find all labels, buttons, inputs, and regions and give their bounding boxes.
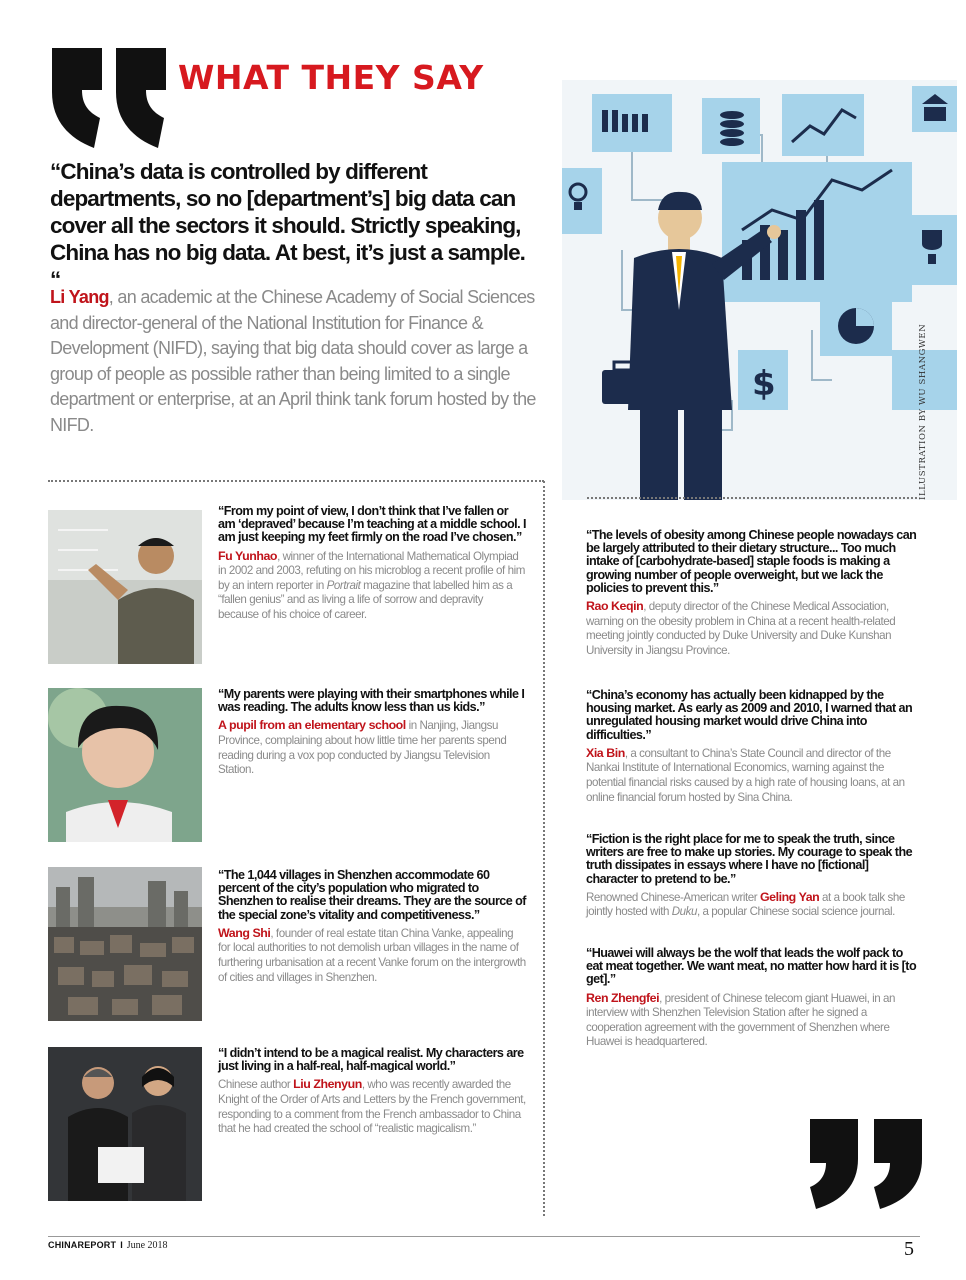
entry-attribution: Rao Keqin, deputy director of the Chinese Medical Association, warning on the obesity problem in China at a recent health-related meeting jointly conducted by Duke University and Duke Kunshan University in Jiangsu Province. <box>586 599 896 657</box>
entry-attribution: Renowned Chinese-American writer Geling Yan at a book talk she jointly hosted with Duku, a popular Chinese social science journal. <box>586 889 905 919</box>
issue-date: June 2018 <box>126 1240 168 1251</box>
photo-fu-yunhao <box>48 510 202 664</box>
footer-separator: I <box>120 1240 123 1250</box>
opening-quote-mark-icon <box>44 40 174 156</box>
lead-quote: “China’s data is controlled by different departments, so no [department’s] big data can cover all the sectors it should. Strictly speaking, China has no big data. At best, it’s just a sample. “ <box>50 159 526 292</box>
magazine-name: CHINAREPORT <box>48 1240 117 1250</box>
photo-elementary-pupil <box>48 688 202 842</box>
entry-attribution: Fu Yunhao, winner of the International Mathematical Olympiad in 2002 and 2003, refuting on his microblog a recent profile of him by an intern reporter in Portrait magazine that labelled him as a “fallen genius” and as living a life of sorrow and depravity because of his choice of career. <box>218 548 525 621</box>
quote-entry <box>586 947 918 1050</box>
page-number: 5 <box>904 1238 914 1260</box>
entry-quote: “Huawei will always be the wolf that leads the wolf pack to eat meat together. We want meat, no matter how hard it is [to get].” <box>586 946 917 987</box>
entry-quote: “The levels of obesity among Chinese people nowadays can be largely attributed to their dietary structure... Too much intake of [carbohydrate-based] staple foods is making a growing number of people overweight, but we lack the policies to prevent this.” <box>586 528 917 595</box>
photo-shenzhen-village <box>48 867 202 1021</box>
footer <box>48 1240 168 1251</box>
speaker-name: Li Yang <box>50 287 109 307</box>
speaker-name: Fu Yunhao <box>218 548 278 563</box>
attribution-text: , an academic at the Chinese Academy of Social Sciences and director-general of the National Institution for Finance & Development (NIFD), saying that big data should cover as large a group of people as possible rather than being limited to a single department or enterprise, at an April think tank forum hosted by the NIFD. <box>50 287 536 435</box>
lead-attribution <box>50 285 540 438</box>
entry-quote: “The 1,044 villages in Shenzhen accommodate 60 percent of the city’s population who migrated to Shenzhen to realise their dreams. They are the source of the special zone’s vitality and competitiveness.” <box>218 868 526 922</box>
entry-quote: “I didn’t intend to be a magical realist. My characters are just living in a half-real, half-magical world.” <box>218 1046 524 1074</box>
speaker-name: Wang Shi <box>218 925 271 940</box>
entry-quote: “Fiction is the right place for me to speak the truth, since writers are free to make up stories. My courage to speak the truth dissipates in essays where I have no [fictional] character to pretend to be.” <box>586 832 913 886</box>
entry-quote: “China’s economy has actually been kidnapped by the housing market. As early as 2009 and 2010, I warned that an unregulated housing market would drive China into difficulties.” <box>586 688 913 742</box>
quote-entry <box>218 505 526 623</box>
quote-entry <box>218 688 526 778</box>
entry-attribution: Ren Zhengfei, president of Chinese telecom giant Huawei, in an interview with Shenzhen Television Station after he signed a cooperation agreement with the government of Shenzhen where Huawei is headquartered. <box>586 990 896 1049</box>
right-column-divider <box>587 497 917 499</box>
entry-attribution: A pupil from an elementary school in Nanjing, Jiangsu Province, complaining about how little time her parents spend reading during a vox pop conducted by Jiangsu Television Station. <box>218 718 507 777</box>
entry-attribution: Xia Bin, a consultant to China’s State Council and director of the Nankai Institute of International Economics, warning against the potential financial risks caused by a high rate of housing loans, at an online financial forum hosted by Sina China. <box>586 745 905 804</box>
left-column-divider <box>48 480 544 482</box>
quote-entry <box>218 869 526 985</box>
speaker-name: Rao Keqin <box>586 599 644 614</box>
footer-rule <box>48 1236 920 1237</box>
quote-entry <box>586 833 918 920</box>
speaker-name: Xia Bin <box>586 745 625 760</box>
big-data-illustration <box>562 80 957 500</box>
speaker-name: Liu Zhenyun <box>293 1077 362 1092</box>
entry-attribution: Wang Shi, founder of real estate titan China Vanke, appealing for local authorities to not demolish urban villages in the name of furthering urbanisation at a recent Vanke forum on the intergrowth of cities and villages in Shenzhen. <box>218 925 526 984</box>
section-title: WHAT THEY SAY <box>178 58 484 97</box>
closing-quote-mark-icon <box>806 1117 928 1210</box>
speaker-name: Ren Zhengfei <box>586 990 660 1005</box>
speaker-name: Geling Yan <box>759 889 820 904</box>
column-divider <box>543 481 545 1216</box>
entry-attribution: Chinese author Liu Zhenyun, who was recently awarded the Knight of the Order of Arts and Letters by the French government, responding to a comment from the French ambassador to China that he had created the school of “realistic magicalism.” <box>218 1077 526 1136</box>
photo-liu-zhenyun <box>48 1047 202 1201</box>
entry-quote: “My parents were playing with their smartphones while I was reading. The adults know less than us kids.” <box>218 687 525 715</box>
quote-entry <box>218 1047 526 1137</box>
illustration-credit: ILLUSTRATION BY WU SHANGWEN <box>918 323 928 500</box>
quote-entry <box>586 689 918 805</box>
dollar-symbol: $ <box>752 364 776 404</box>
speaker-name: A pupil from an elementary school <box>218 718 406 733</box>
quote-entry <box>586 529 918 658</box>
entry-quote: “From my point of view, I don’t think that I’ve fallen or am ‘depraved’ because I’m teaching at a middle school. I am just keeping my feet firmly on the road I’ve chosen.” <box>218 504 526 545</box>
